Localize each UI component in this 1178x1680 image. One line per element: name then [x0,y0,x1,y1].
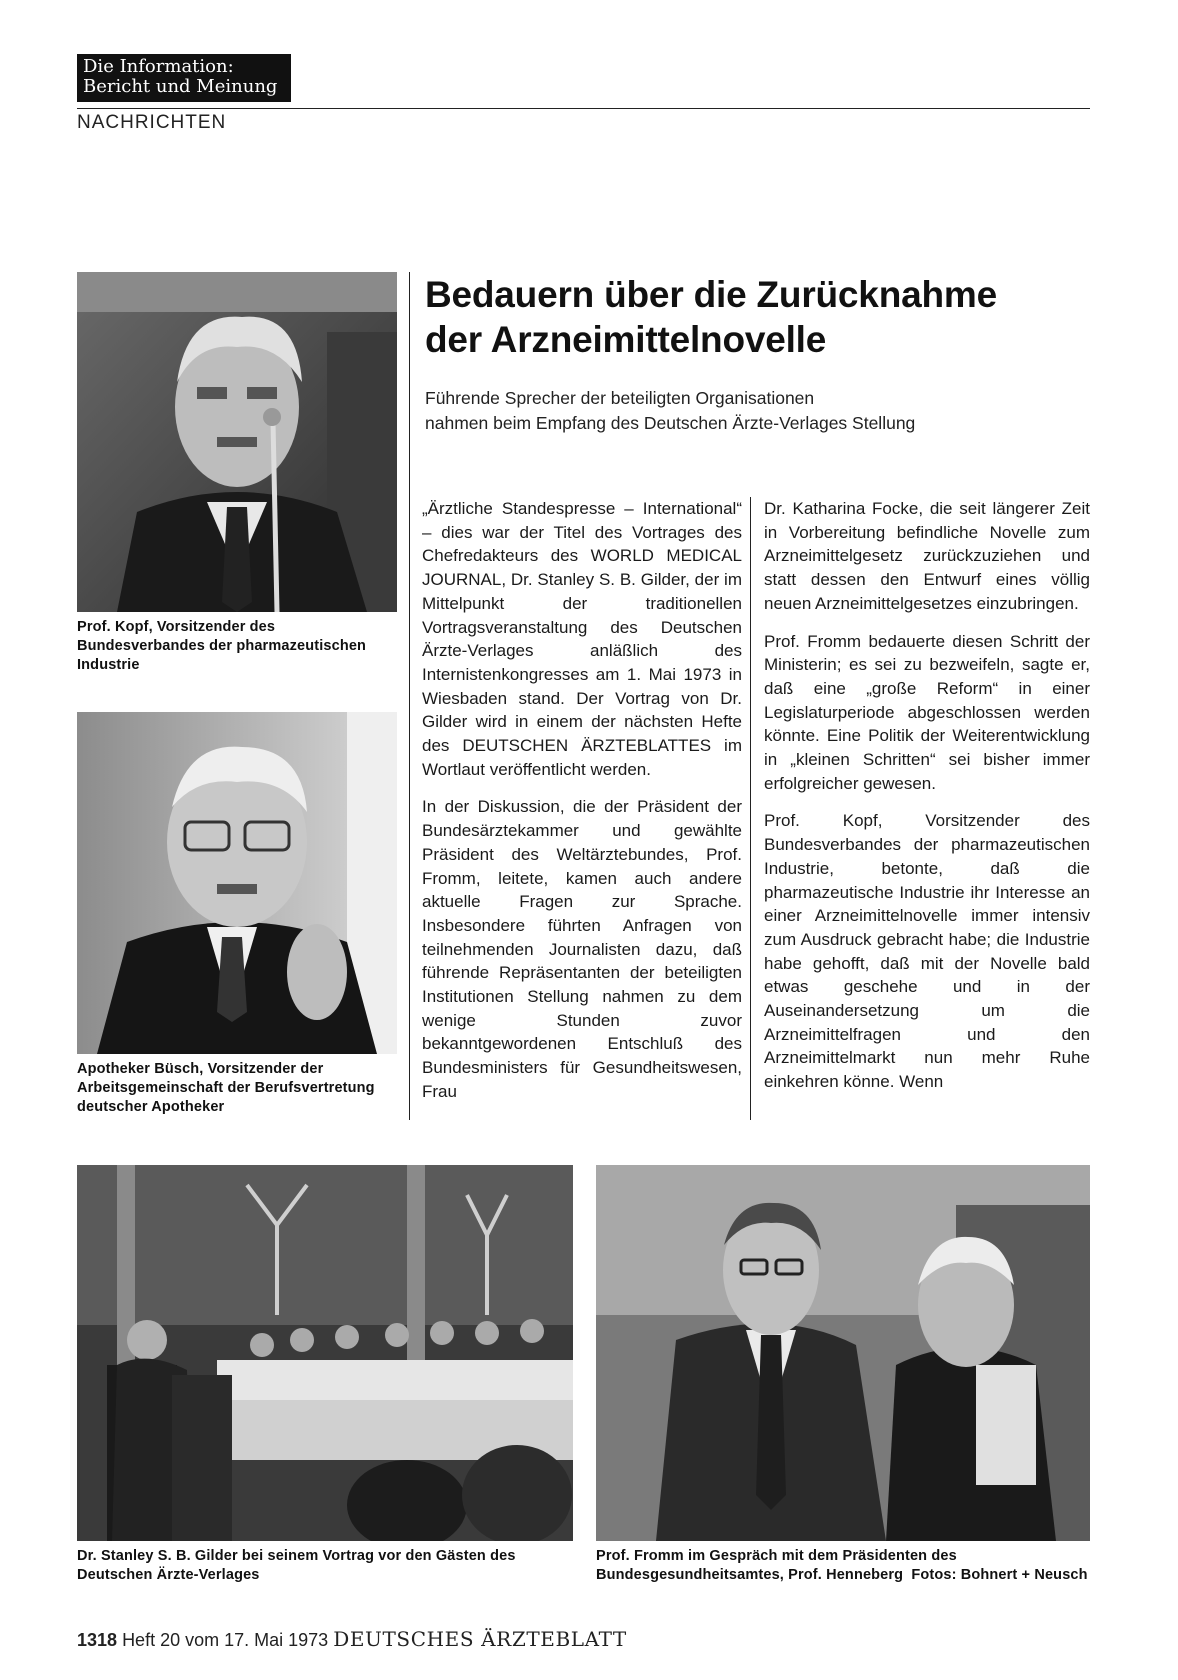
article-column-2 [764,497,1090,1108]
caption-fromm-text: Prof. Fromm im Gespräch mit dem Präsidenten des Bundesgesundheitsamtes, Prof. Henneberg [596,1548,957,1583]
page-footer [77,1627,627,1651]
headline-line-1: Bedauern über die Zurücknahme [425,274,997,315]
body-paragraph: Prof. Kopf, Vorsitzender des Bundesverbandes der pharmazeutischen Industrie, betonte, daß die pharmazeutische Industrie ihr Interesse an einer Arzneimittelnovelle immer intensiv zum Ausdruck gebracht habe; die Industrie habe gehofft, daß mit der Novelle bald etwas geschehe und in der Auseinandersetzung um die Arzneimittelfragen und den Arzneimittelmarkt nun mehr Ruhe einkehren könne. Wenn [764,811,1090,1092]
body-paragraph: Prof. Fromm bedauerte diesen Schritt der Ministerin; es sei zu bezweifeln, sagte er, daß eine „große Reform“ in einer Legislaturperiode abgeschlossen werden könnte. Eine Politik der Weiterentwicklung in „kleinen Schritten“ sei bisher immer erfolgreicher gewesen. [764,631,1090,793]
caption-buesch: Apotheker Büsch, Vorsitzender der Arbeitsgemeinschaft der Berufsvertretung deutscher Apotheker [77,1061,375,1115]
page-number: 1318 [77,1630,118,1650]
column-rule-left [409,272,410,1120]
photo-buesch [77,712,397,1054]
article-subhead [425,386,1045,436]
headline-line-2: der Arzneimittelnovelle [425,319,827,360]
body-paragraph: In der Diskussion, die der Präsident der Bundesärztekammer und gewählte Präsident des Weltärztebundes, Prof. Fromm, leitete, kamen auch andere aktuelle Fragen zur Sprache. Insbesondere führten Anfragen von teilnehmenden Journalisten dazu, daß führende Repräsentanten der beteiligten Institutionen Stellung nahmen zu dem wenige Stunden zuvor bekanntgewordenen Entschluß des Bundesministers für Gesundheitswesen, Frau [422,797,742,1101]
photo-gilder-lecture [77,1165,573,1541]
photo-fromm-henneberg [596,1165,1090,1541]
photo-kopf [77,272,397,612]
subhead-line-1: Führende Sprecher der beteiligten Organisationen [425,388,815,408]
article-column-1 [422,497,742,1118]
issue-info: Heft 20 vom 17. Mai 1973 [122,1630,329,1650]
subhead-line-2: nahmen beim Empfang des Deutschen Ärzte-Verlages Stellung [425,413,916,433]
badge-line-2: Bericht und Meinung [83,76,278,97]
body-paragraph: Dr. Katharina Focke, die seit längerer Zeit in Vorbereitung befindliche Novelle zum Arzneimittelgesetz zurückzuziehen und statt dessen den Entwurf eines völlig neuen Arzneimittelgesetzes einzubringen. [764,499,1090,613]
journal-name: DEUTSCHES ÄRZTEBLATT [333,1627,627,1651]
section-badge [77,54,291,102]
article-headline [425,272,1090,362]
caption-kopf: Prof. Kopf, Vorsitzender des Bundesverbandes der pharmazeutischen Industrie [77,619,367,673]
caption-gilder: Dr. Stanley S. B. Gilder bei seinem Vortrag vor den Gästen des Deutschen Ärzte-Verlages [77,1548,516,1583]
column-rule-right [750,497,751,1120]
section-label: NACHRICHTEN [77,112,227,133]
photo-credits: Fotos: Bohnert + Neusch [911,1567,1088,1583]
header-rule [77,108,1090,109]
badge-line-1: Die Information: [83,56,234,77]
caption-fromm [596,1547,1090,1585]
body-paragraph: „Ärztliche Standespresse – International“ – dies war der Titel des Vortrages des Chefredakteurs des WORLD MEDICAL JOURNAL, Dr. Stanley S. B. Gilder, der im Mittelpunkt der traditionellen Vortragsveranstaltung des Deutschen Ärzte-Verlages anläßlich des Internistenkongresses am 1. Mai 1973 in Wiesbaden stand. Der Vortrag von Dr. Gilder wird in einem der nächsten Hefte des DEUTSCHEN ÄRZTEBLATTES im Wortlaut veröffentlicht werden. [422,499,742,779]
